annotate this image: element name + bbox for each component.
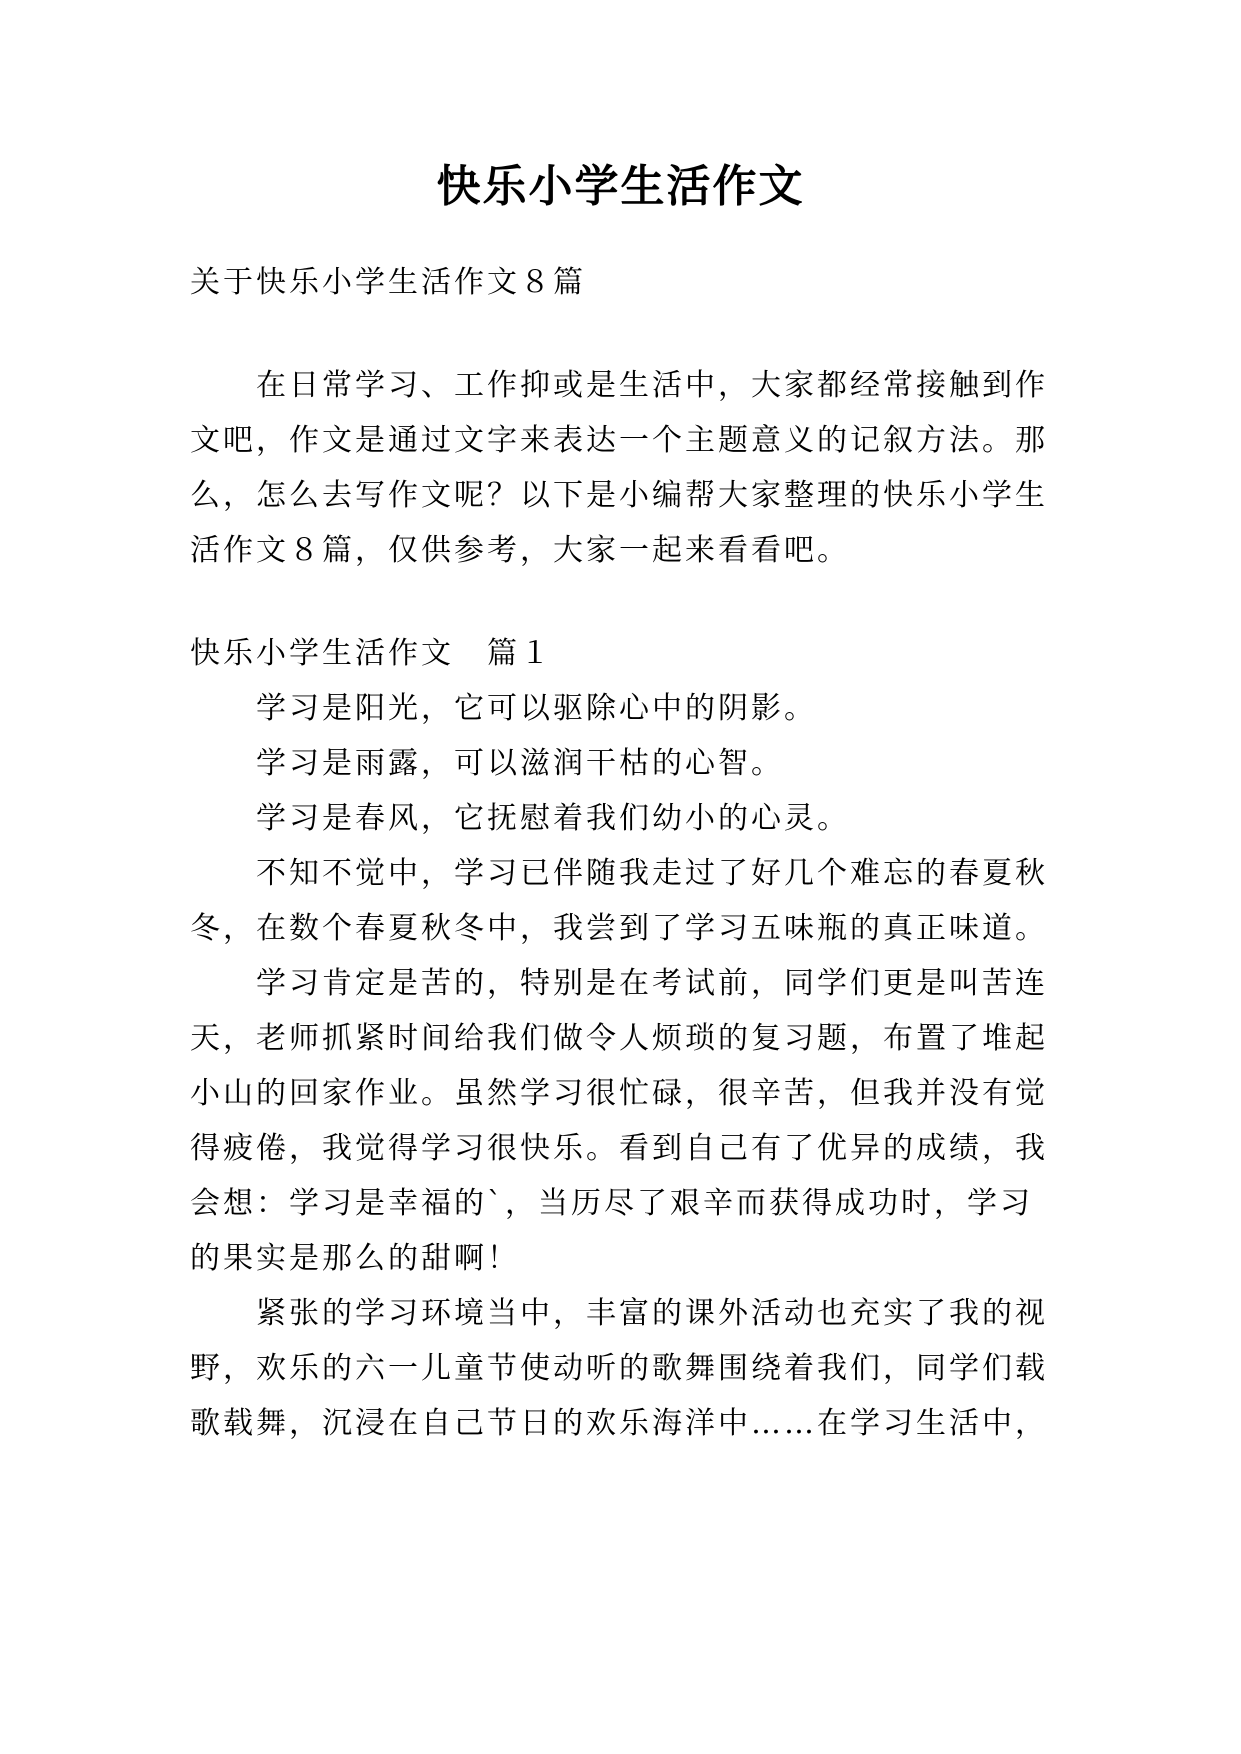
body-line-8: 小山的回家作业。虽然学习很忙碌，很辛苦，但我并没有觉 <box>190 1076 1048 1111</box>
section-heading: 快乐小学生活作文 篇１ <box>190 636 553 671</box>
body-line-2: 学习是雨露，可以滋润干枯的心智。 <box>256 746 784 781</box>
document-subtitle: 关于快乐小学生活作文８篇 <box>190 265 586 300</box>
body-line-4: 不知不觉中，学习已伴随我走过了好几个难忘的春夏秋 <box>256 856 1048 891</box>
body-line-9: 得疲倦，我觉得学习很快乐。看到自己有了优异的成绩，我 <box>190 1131 1048 1166</box>
body-line-7: 天，老师抓紧时间给我们做令人烦琐的复习题，布置了堆起 <box>190 1021 1048 1056</box>
body-line-14: 歌载舞，沉浸在自己节日的欢乐海洋中……在学习生活中， <box>190 1406 1048 1441</box>
intro-line-1: 在日常学习、工作抑或是生活中，大家都经常接触到作 <box>256 368 1048 403</box>
intro-line-4: 活作文８篇，仅供参考，大家一起来看看吧。 <box>190 533 850 568</box>
body-line-3: 学习是春风，它抚慰着我们幼小的心灵。 <box>256 801 850 836</box>
body-line-1: 学习是阳光，它可以驱除心中的阴影。 <box>256 691 817 726</box>
document-title: 快乐小学生活作文 <box>436 161 805 212</box>
body-line-6: 学习肯定是苦的，特别是在考试前，同学们更是叫苦连 <box>256 966 1048 1001</box>
intro-line-3: 么，怎么去写作文呢？以下是小编帮大家整理的快乐小学生 <box>190 478 1048 513</box>
body-line-12: 紧张的学习环境当中，丰富的课外活动也充实了我的视 <box>256 1296 1048 1331</box>
body-line-13: 野，欢乐的六一儿童节使动听的歌舞围绕着我们，同学们载 <box>190 1351 1048 1386</box>
body-line-11: 的果实是那么的甜啊！ <box>190 1241 520 1276</box>
body-line-10: 会想：学习是幸福的`，当历尽了艰辛而获得成功时，学习 <box>190 1186 1033 1221</box>
body-line-5: 冬，在数个春夏秋冬中，我尝到了学习五味瓶的真正味道。 <box>190 911 1048 946</box>
intro-line-2: 文吧，作文是通过文字来表达一个主题意义的记叙方法。那 <box>190 423 1048 458</box>
